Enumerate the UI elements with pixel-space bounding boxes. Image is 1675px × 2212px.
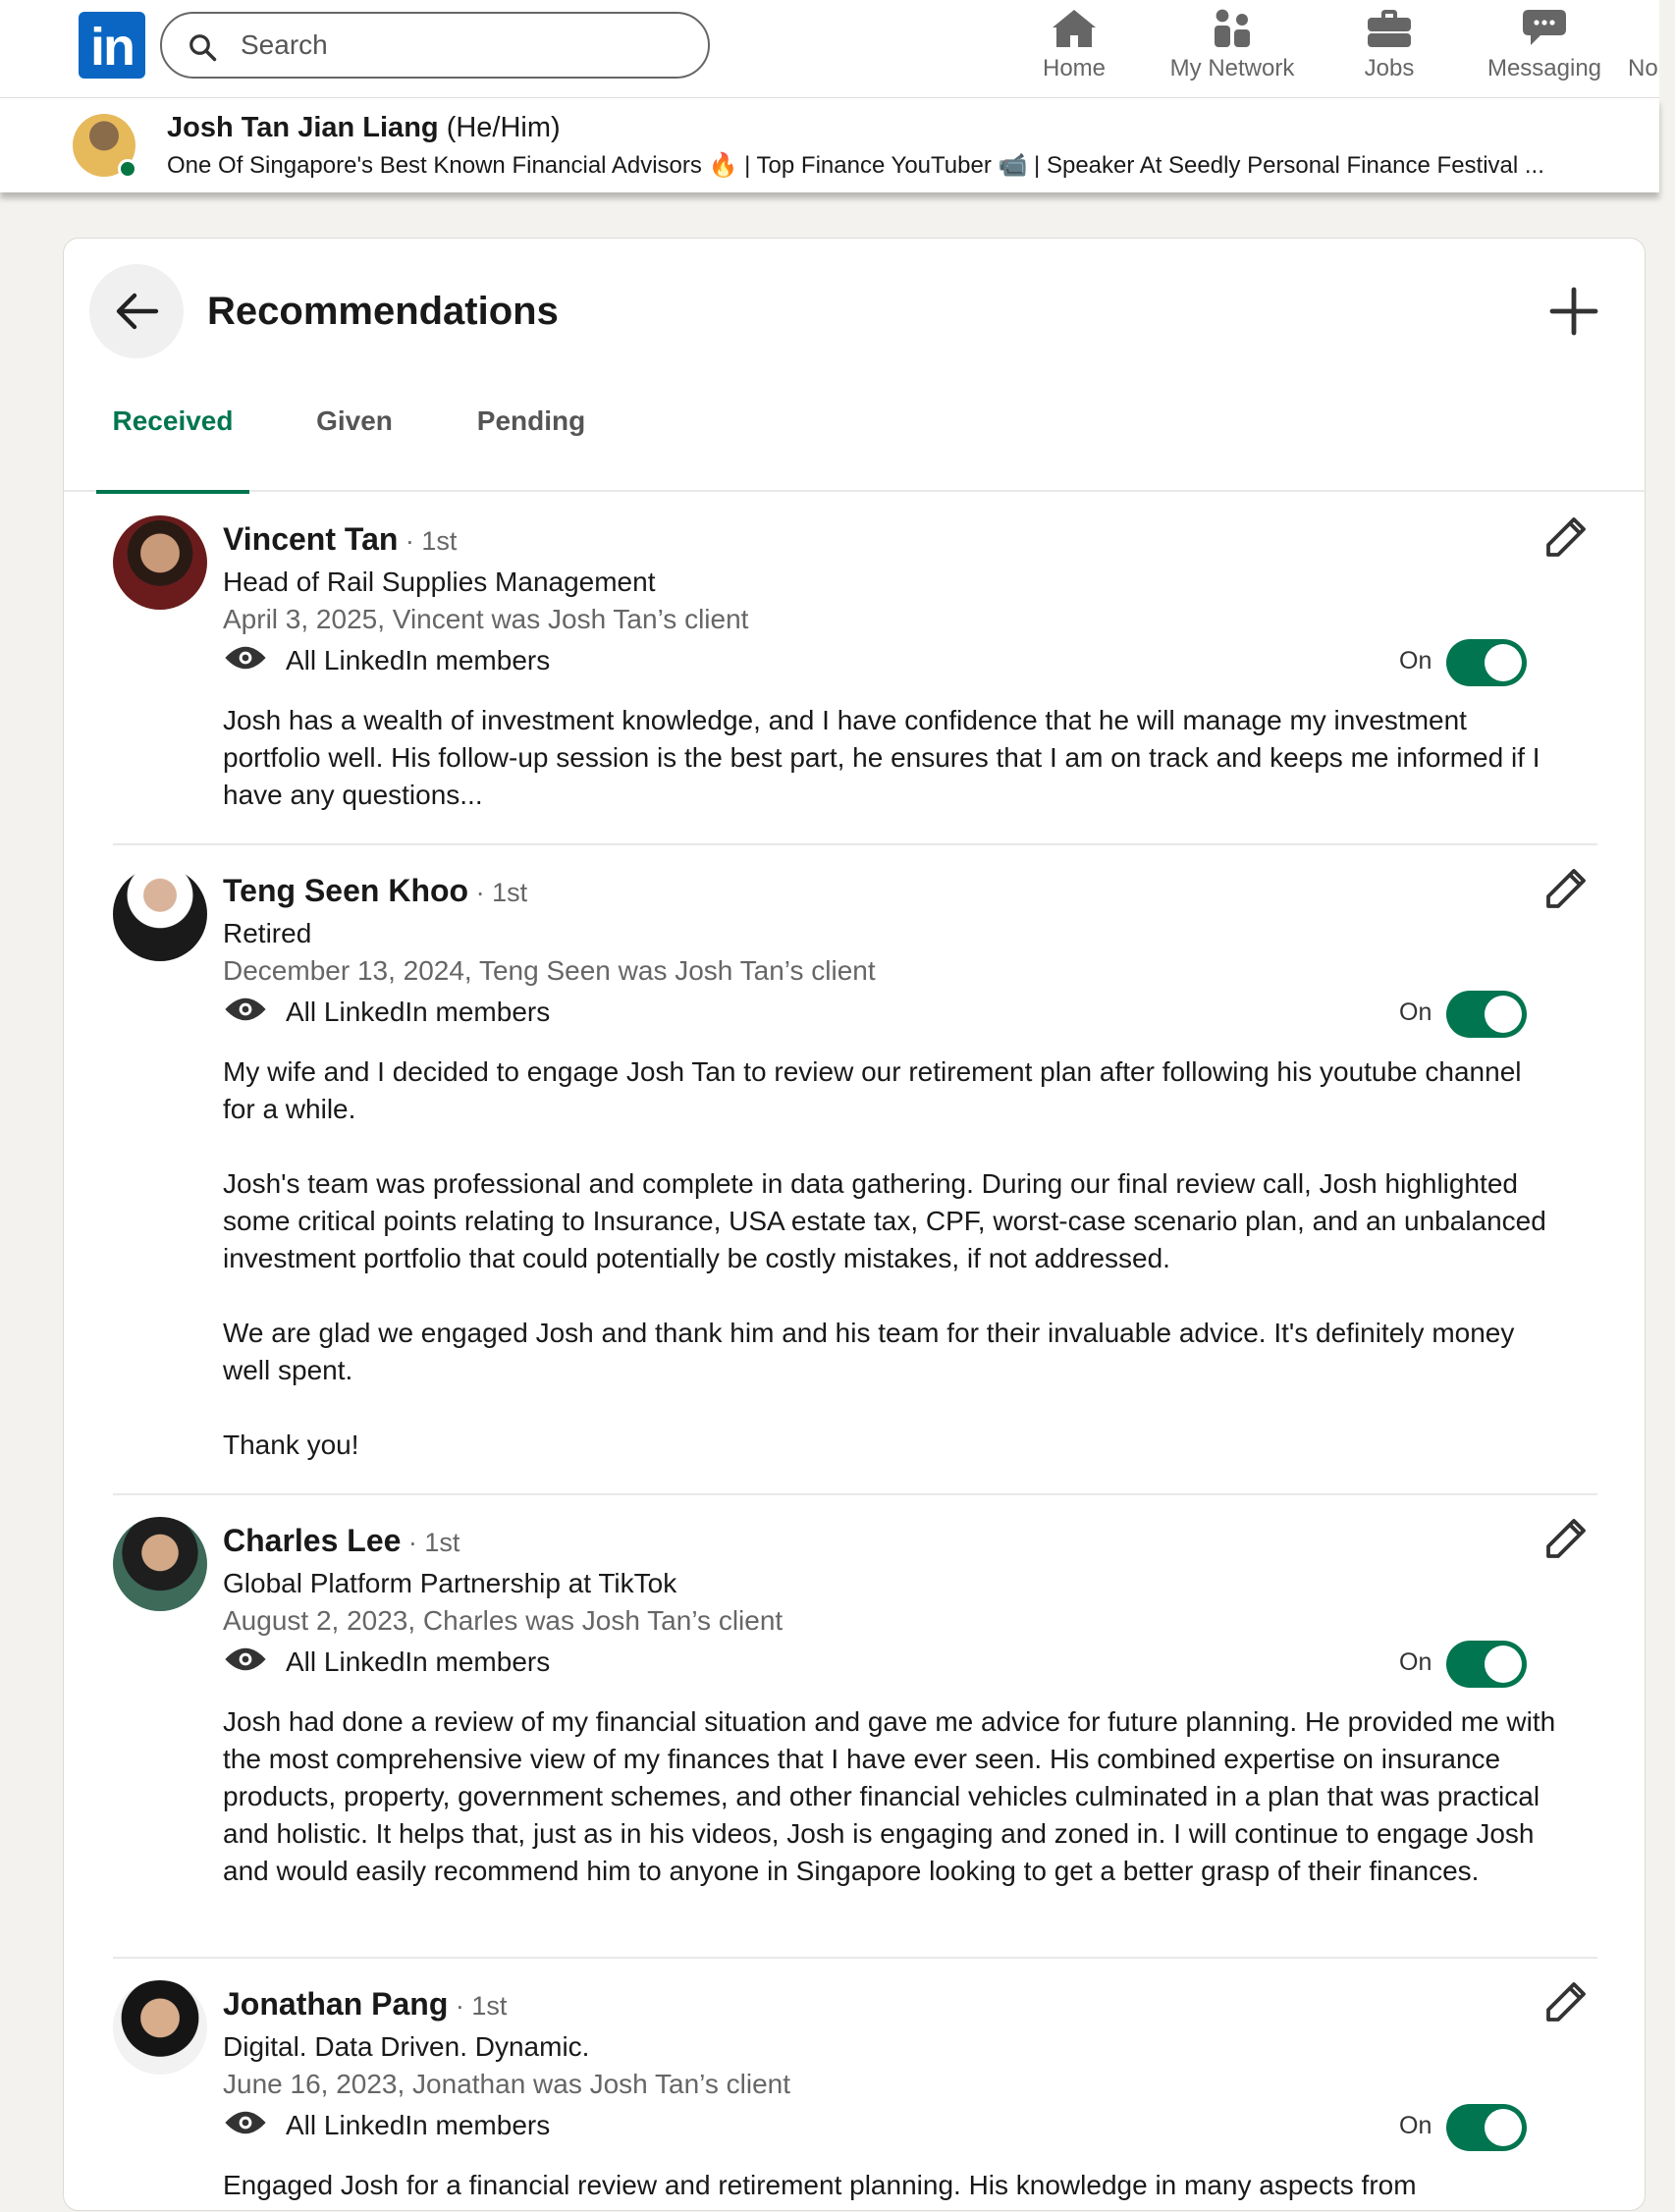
add-icon[interactable] [1548, 286, 1599, 337]
recommender-name[interactable]: Charles Lee · 1st [223, 1523, 460, 1558]
visibility-label: All LinkedIn members [286, 645, 551, 675]
toggle-knob [1485, 996, 1522, 1033]
eye-icon [223, 1645, 268, 1674]
recommendation-meta: April 3, 2025, Vincent was Josh Tan’s client [223, 604, 749, 634]
tab-pending[interactable]: Pending [476, 405, 586, 436]
avatar[interactable] [113, 1517, 207, 1611]
tab-given[interactable]: Given [316, 405, 393, 436]
online-status-indicator [118, 159, 137, 179]
recommendations-card [63, 238, 1646, 2211]
recommendation-meta: August 2, 2023, Charles was Josh Tan’s client [223, 1605, 783, 1636]
toggle-label: On [1399, 647, 1432, 674]
nav-item-notifications[interactable] [1628, 8, 1659, 90]
connection-degree: · 1st [398, 526, 458, 556]
profile-headline: One Of Singapore's Best Known Financial Advisors 🔥 | Top Finance YouTuber 📹 | Speaker At Seedly Personal Finance Festival ... [167, 152, 1544, 179]
nav-label-jobs: Jobs [1364, 55, 1415, 81]
top-navigation-bar [0, 0, 1659, 98]
linkedin-logo[interactable]: in [79, 12, 145, 79]
tab-received[interactable]: Received [96, 376, 249, 492]
chat-icon [1521, 8, 1568, 49]
nav-item-home[interactable] [1035, 8, 1113, 90]
recommender-title: Retired [223, 918, 312, 948]
visibility-toggle[interactable] [1446, 991, 1527, 1038]
pencil-icon[interactable] [1542, 1978, 1590, 2025]
arrow-left-icon [115, 294, 158, 329]
nav-label-messaging: Messaging [1486, 55, 1602, 81]
pencil-icon[interactable] [1542, 865, 1590, 912]
recommender-name[interactable]: Vincent Tan · 1st [223, 521, 458, 557]
people-icon [1209, 8, 1256, 49]
connection-degree: · 1st [468, 878, 528, 907]
nav-item-my-network[interactable] [1159, 8, 1306, 90]
recommender-name[interactable]: Jonathan Pang · 1st [223, 1986, 508, 2022]
page-title: Recommendations [207, 290, 559, 333]
recommendation-meta: June 16, 2023, Jonathan was Josh Tan’s client [223, 2069, 791, 2099]
visibility-label: All LinkedIn members [286, 2110, 551, 2140]
avatar[interactable] [113, 867, 207, 961]
eye-icon [223, 995, 268, 1024]
nav-label-notifications: No [1628, 55, 1658, 81]
profile-name: Josh Tan Jian Liang [167, 112, 439, 143]
connection-degree: · 1st [448, 1991, 508, 2021]
toggle-label: On [1399, 1648, 1432, 1676]
recommendation-tabs [64, 376, 1647, 492]
profile-sticky-header [0, 98, 1659, 192]
eye-icon [223, 2108, 268, 2137]
briefcase-icon [1366, 8, 1413, 49]
avatar[interactable] [73, 114, 135, 177]
eye-icon [223, 643, 268, 673]
back-button[interactable] [89, 264, 184, 358]
recommendation-text: Engaged Josh for a financial review and retirement planning. His knowledge in many aspects from [223, 2170, 1417, 2200]
nav-label-my-network: My Network [1169, 55, 1295, 81]
avatar[interactable] [113, 515, 207, 610]
recommendation-item [113, 1959, 1597, 2212]
recommender-title: Global Platform Partnership at TikTok [223, 1568, 677, 1598]
toggle-label: On [1399, 2112, 1432, 2139]
recommendation-item [113, 1495, 1597, 1959]
search-input[interactable] [241, 24, 692, 67]
home-icon [1051, 8, 1098, 49]
toggle-label: On [1399, 998, 1432, 1026]
profile-name-line [167, 112, 561, 144]
visibility-toggle[interactable] [1446, 639, 1527, 686]
visibility-toggle[interactable] [1446, 1641, 1527, 1688]
toggle-knob [1485, 2109, 1522, 2146]
nav-item-messaging[interactable] [1481, 8, 1608, 90]
search-icon [188, 32, 217, 62]
recommendation-meta: December 13, 2024, Teng Seen was Josh Tan’s client [223, 955, 876, 986]
nav-label-home: Home [1042, 55, 1107, 81]
recommendation-item [113, 845, 1597, 1495]
recommendation-text: My wife and I decided to engage Josh Tan to review our retirement plan after following his youtube channel for a while. Josh's team was professional and complete in data gathering. During our final review call, Josh highlighted some critical points relating to Insurance, USA estate tax, CPF, worst-case scenario plan, and an unbalanced investment portfolio that could potentially be costly mistakes, if not addressed. We are glad we engaged Josh and thank him and his team for their invaluable advice. It's definitely money well spent. Thank you! [223, 1056, 1546, 1460]
recommender-name[interactable]: Teng Seen Khoo · 1st [223, 873, 528, 908]
recommender-title: Head of Rail Supplies Management [223, 566, 656, 597]
visibility-label: All LinkedIn members [286, 1646, 551, 1677]
visibility-toggle[interactable] [1446, 2104, 1527, 2151]
recommendation-text: Josh had done a review of my financial situation and gave me advice for future planning. He provided me with the most comprehensive view of my finances that I have ever seen. His combined expertise on insurance products, property, government schemes, and other financial vehicles culminated in a plan that was practical and holistic. It helps that, just as in his videos, Josh is engaging and zoned in. I will continue to engage Josh and would easily recommend him to anyone in Singapore looking to get a better grasp of their finances. [223, 1706, 1556, 1886]
toggle-knob [1485, 1646, 1522, 1683]
nav-item-jobs[interactable] [1350, 8, 1429, 90]
avatar[interactable] [113, 1980, 207, 2075]
recommendation-item [113, 494, 1597, 845]
pencil-icon[interactable] [1542, 513, 1590, 561]
recommender-title: Digital. Data Driven. Dynamic. [223, 2031, 590, 2062]
connection-degree: · 1st [401, 1528, 460, 1557]
pencil-icon[interactable] [1542, 1515, 1590, 1562]
profile-pronouns: (He/Him) [446, 112, 561, 143]
recommendation-text: Josh has a wealth of investment knowledge, and I have confidence that he will manage my investment portfolio well. His follow-up session is the best part, he ensures that I am on track and keeps me informed if I have any questions... [223, 705, 1540, 810]
search-box[interactable] [160, 12, 710, 79]
toggle-knob [1485, 644, 1522, 681]
visibility-label: All LinkedIn members [286, 997, 551, 1027]
